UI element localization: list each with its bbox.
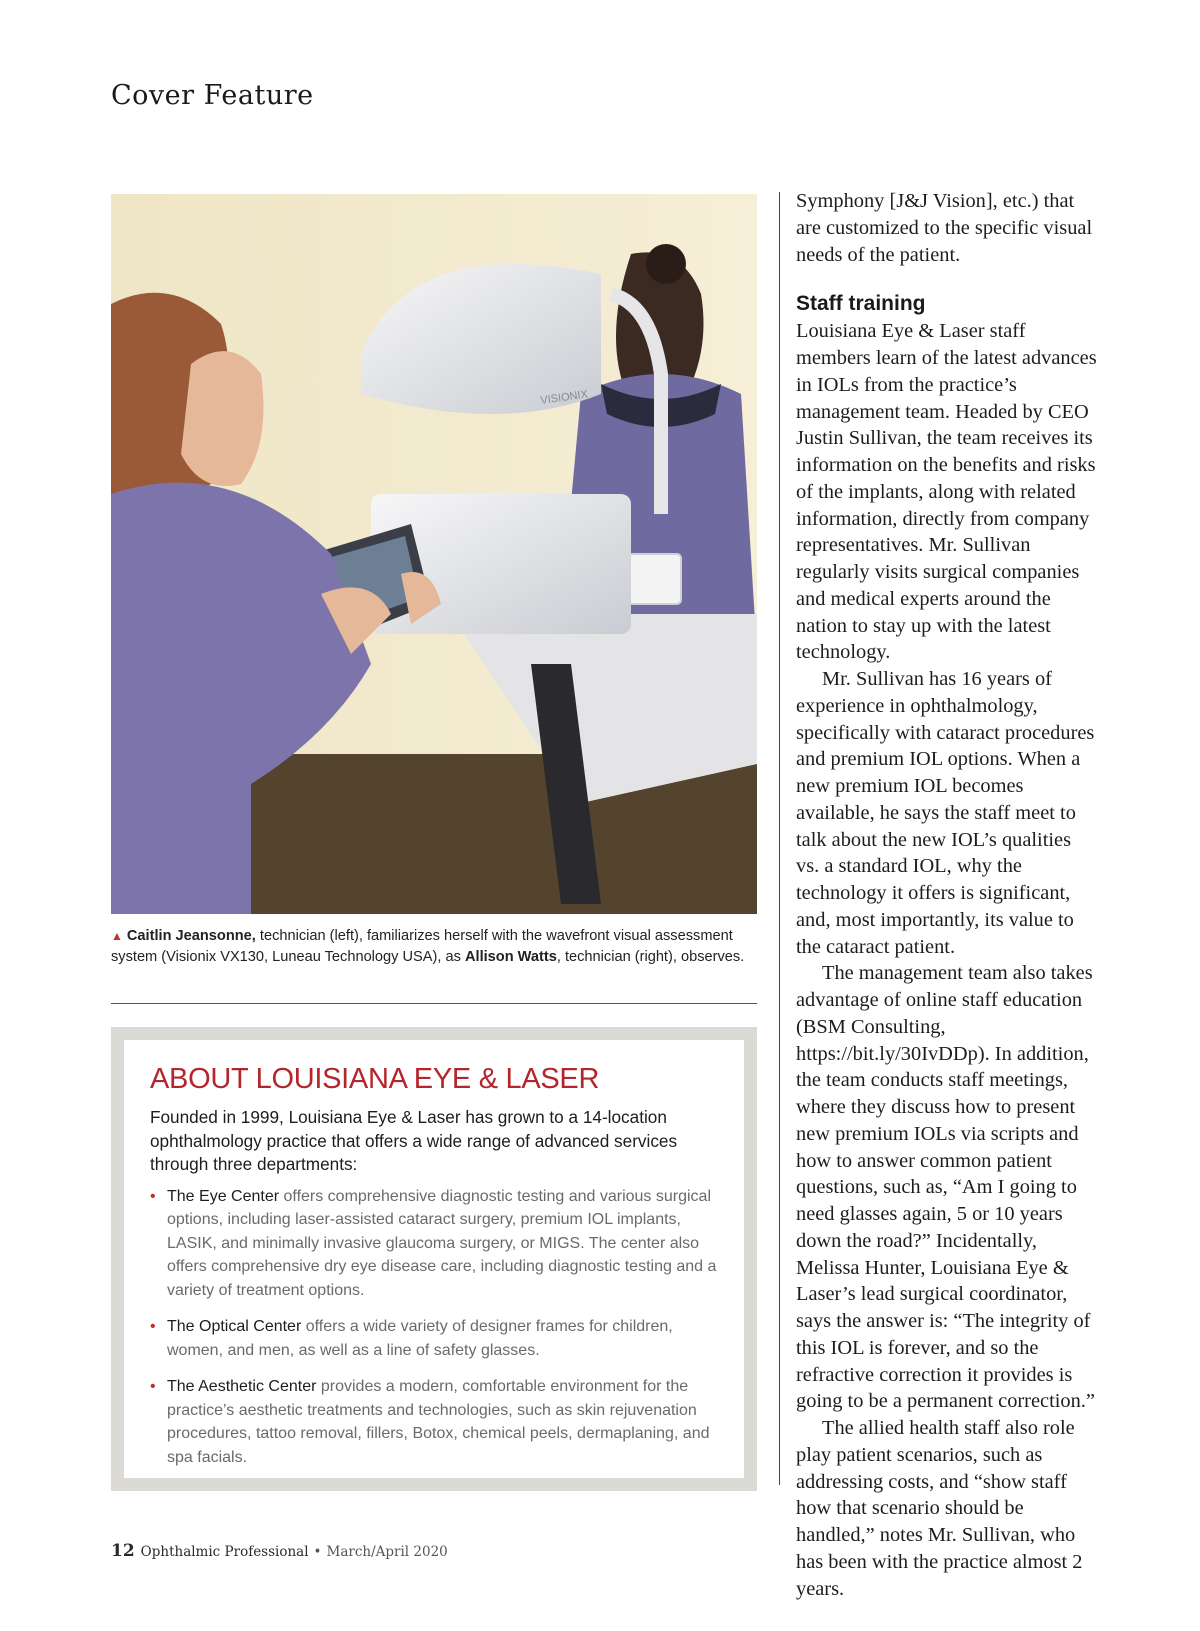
about-sidebar [111,1027,757,1491]
list-item [150,1375,720,1469]
caption-text-1: technician (left), familiarizes herself with the wavefront visual assessment system (Visionix VX130, Luneau Technology USA), as [111,928,733,965]
article-paragraph: The management team also takes advantage of online staff education (BSM Consulting, https://bit.ly/30IvDDp). In addition, the team conducts staff meetings, where they discuss how to present new premium IOLs via scripts and how to answer common patient questions, such as, “Am I going to need glasses again, 5 or 10 years down the road?” Incidentally, Melissa Hunter, Louisiana Eye & Laser’s lead surgical coordinator, says the answer is: “The integrity of this IOL is forever, and so the refractive correction it provides is going to be a permanent correction.” [796,962,1095,1413]
list-item [150,1185,720,1303]
photo-caption [111,926,757,968]
footer-separator: • [313,1544,322,1560]
section-label: Cover Feature [111,80,314,111]
article-paragraph: Symphony [J&J Vision], etc.) that are customized to the specific visual needs of the patient. [796,190,1093,266]
caption-divider [111,1003,757,1004]
list-item [150,1315,720,1362]
page-footer [111,1541,448,1561]
caption-text-2: , technician (right), observes. [556,949,745,965]
about-title: ABOUT LOUISIANA EYE & LASER [150,1063,600,1095]
caption-name-1: Caitlin Jeansonne, [126,928,256,944]
department-name: The Aesthetic Center [167,1378,317,1395]
department-name: The Eye Center [167,1187,280,1205]
department-name: The Optical Center [167,1318,302,1335]
department-description: provides a modern, comfortable environment for the practice’s aesthetic treatments and technologies, such as skin rejuvenation procedures, tattoo removal, fillers, Botox, chemical peels, dermaplaning, and spa facials. [167,1378,710,1466]
bullet-icon: • [150,1318,156,1335]
issue-date: March/April 2020 [326,1544,448,1560]
device-brand: VISIONIX [539,388,589,407]
department-description: offers a wide variety of designer frames for children, women, and men, as well as a line of safety glasses. [167,1318,673,1359]
feature-photo [111,194,757,914]
publication-name: Ophthalmic Professional [140,1544,309,1560]
subheading: Staff training [796,292,926,316]
article-column [796,188,1098,1602]
article-paragraph: Louisiana Eye & Laser staff members learn of the latest advances in IOLs from the practice’s management team. Headed by CEO Justin Sullivan, the team receives its information on the benefits and risks of the implants, along with related information, directly from company representatives. Mr. Sullivan regularly visits surgical companies and medical experts around the nation to stay up with the latest technology. [796,320,1097,664]
about-intro: Founded in 1999, Louisiana Eye & Laser has grown to a 14-location ophthalmology practice that offers a wide range of advanced services through three departments: [150,1107,678,1174]
article-paragraph: Mr. Sullivan has 16 years of experience in ophthalmology, specifically with cataract procedures and premium IOL options. When a new premium IOL becomes available, he says the staff meet to talk about the new IOL’s qualities vs. a standard IOL, why the technology it offers is significant, and, most importantly, its value to the cataract patient. [796,668,1095,958]
page-number: 12 [111,1541,135,1561]
column-divider [779,192,780,1485]
caption-triangle-icon: ▲ [111,929,123,943]
article-paragraph: The allied health staff also role play patient scenarios, such as addressing costs, and “show staff how that scenario should be handled,” notes Mr. Sullivan, who has been with the practice almost 2 years. [796,1417,1083,1600]
bullet-icon: • [150,1378,156,1395]
bullet-icon: • [150,1187,156,1205]
about-sidebar-content [124,1040,744,1478]
department-description: offers comprehensive diagnostic testing and various surgical options, including laser-assisted cataract surgery, premium IOL implants, LASIK, and minimally invasive glaucoma surgery, or MIGS. The center also offers comprehensive dry eye disease care, including diagnostic testing and a variety of treatment options. [167,1187,717,1299]
photo-illustration [111,194,757,914]
caption-name-2: Allison Watts [464,949,557,965]
department-list [150,1185,720,1470]
